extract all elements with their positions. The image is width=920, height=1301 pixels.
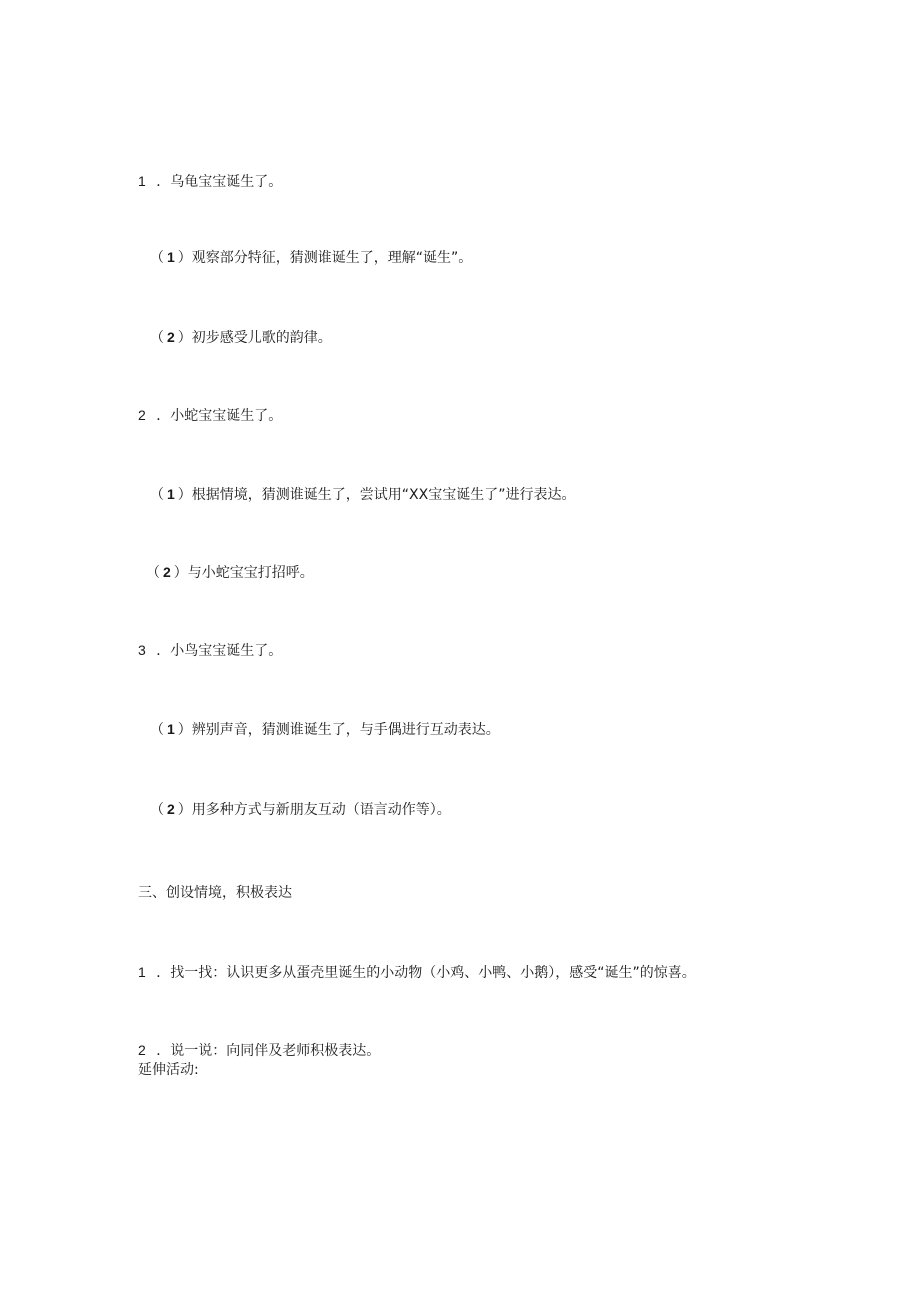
section-item-find xyxy=(138,963,696,982)
sub-item-3-1 xyxy=(150,720,500,739)
paren-open: （ xyxy=(150,801,164,817)
item-number: 2 xyxy=(138,1042,146,1058)
paren-close: ） xyxy=(177,329,192,345)
sub-item-number: 2 xyxy=(167,801,175,817)
sub-item-text: 初步感受儿歌的韵律。 xyxy=(191,330,332,346)
sub-item-1-1 xyxy=(150,248,472,267)
sub-item-text: 辨别声音，猜测谁诞生了，与手偶进行互动表达。 xyxy=(191,722,500,738)
item-text: ．说一说：向同伴及老师积极表达。 xyxy=(156,1043,381,1059)
paren-open: （ xyxy=(146,564,160,580)
sub-item-2-2 xyxy=(146,563,314,582)
sub-item-1-2 xyxy=(150,328,332,347)
item-number: 2 xyxy=(138,407,146,423)
paren-open: （ xyxy=(150,721,164,737)
sub-item-text: 根据情境，猜测谁诞生了，尝试用“XX宝宝诞生了”进行表达。 xyxy=(191,487,576,503)
section-item-say xyxy=(138,1041,380,1060)
item-number: 1 xyxy=(138,964,146,980)
extension-activity-heading xyxy=(138,1061,199,1079)
paren-close: ） xyxy=(173,564,188,580)
sub-item-number: 2 xyxy=(167,329,175,345)
item-number: 1 xyxy=(138,173,146,189)
section-item-1 xyxy=(138,172,282,191)
paren-open: （ xyxy=(150,486,164,502)
paren-close: ） xyxy=(177,249,192,265)
sub-item-number: 1 xyxy=(167,249,175,265)
sub-item-text: 用多种方式与新朋友互动（语言动作等）。 xyxy=(191,802,451,818)
item-text: ．小蛇宝宝诞生了。 xyxy=(156,408,283,424)
paren-open: （ xyxy=(150,249,164,265)
item-number: 3 xyxy=(138,642,146,658)
section-item-3 xyxy=(138,641,282,660)
sub-item-number: 2 xyxy=(163,564,171,580)
paren-close: ） xyxy=(177,721,192,737)
section-heading-text: 三、创设情境，积极表达 xyxy=(138,885,292,901)
section-heading-3 xyxy=(138,884,292,902)
sub-item-text: 与小蛇宝宝打招呼。 xyxy=(187,565,314,581)
sub-item-number: 1 xyxy=(167,486,175,502)
sub-item-number: 1 xyxy=(167,721,175,737)
paren-close: ） xyxy=(177,801,192,817)
paren-close: ） xyxy=(177,486,192,502)
section-item-2 xyxy=(138,406,282,425)
paren-open: （ xyxy=(150,329,164,345)
extension-heading-text: 延伸活动: xyxy=(138,1062,199,1078)
item-text: ．小鸟宝宝诞生了。 xyxy=(156,643,283,659)
sub-item-3-2 xyxy=(150,800,451,819)
sub-item-text: 观察部分特征，猜测谁诞生了，理解“诞生”。 xyxy=(191,250,473,266)
item-text: ．找一找：认识更多从蛋壳里诞生的小动物（小鸡、小鸭、小鹅），感受“诞生”的惊喜。 xyxy=(156,965,696,981)
sub-item-2-1 xyxy=(150,485,575,504)
item-text: ．乌龟宝宝诞生了。 xyxy=(156,174,283,190)
